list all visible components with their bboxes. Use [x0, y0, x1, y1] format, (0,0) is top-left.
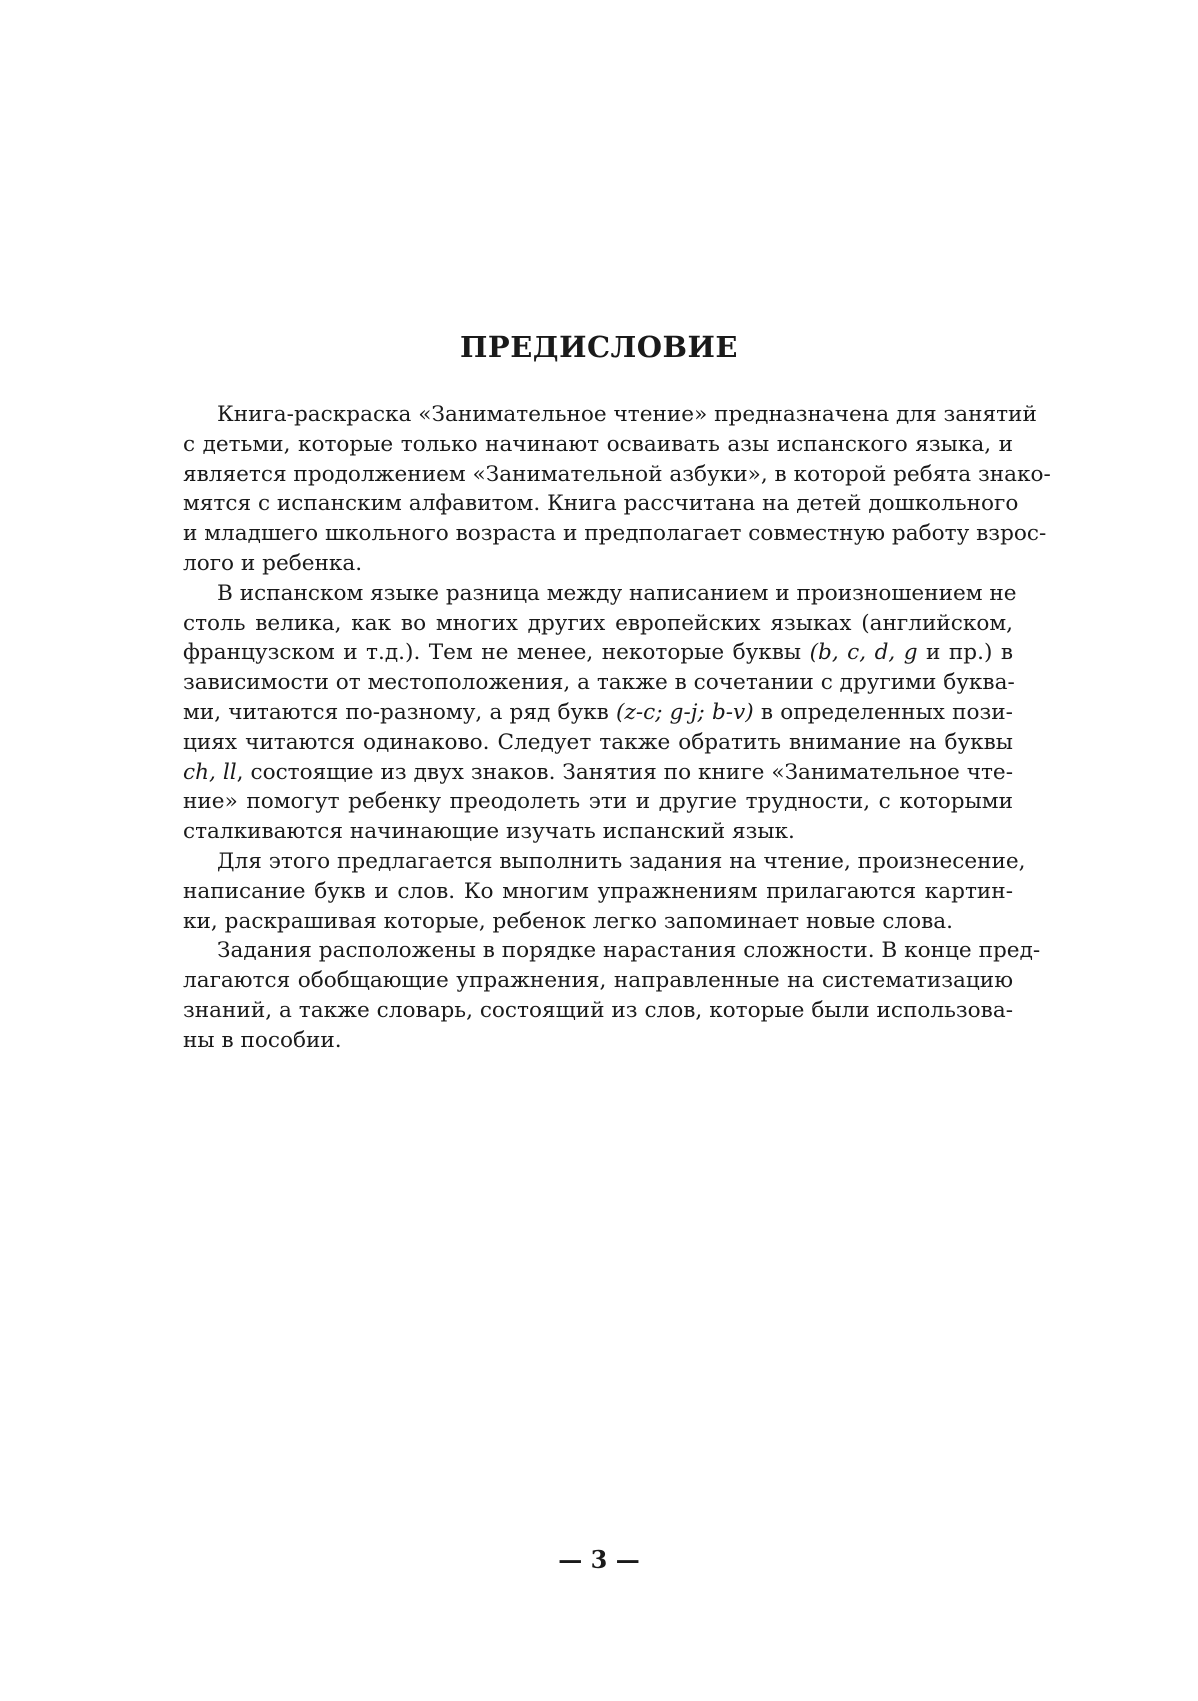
paragraph-line: лого и ребенка.: [183, 550, 363, 576]
paragraph-line: циях читаются одинаково. Следует также обратить внимание на буквы: [183, 729, 1013, 755]
paragraph-line: столь велика, как во многих других европейских языках (английском,: [183, 610, 1013, 636]
paragraph-line: [183, 698, 1013, 728]
paragraph-line: является продолжением «Занимательной азбуки», в которой ребята знако-: [183, 461, 1051, 487]
paragraph-line: В испанском языке разница между написанием и произношением не: [217, 580, 1017, 606]
page-title: ПРЕДИСЛОВИЕ: [460, 330, 738, 364]
text-run: французском и т.д.). Тем не менее, некоторые буквы: [183, 640, 802, 666]
paragraph-line: ны в пособии.: [183, 1027, 342, 1053]
paragraph-line: с детьми, которые только начинают осваивать азы испанского языка, и: [183, 431, 1013, 457]
paragraph-line: Задания расположены в порядке нарастания сложности. В конце пред-: [217, 938, 1041, 964]
paragraph-line: [183, 638, 1013, 668]
italic-letters: (z-c; g-j; b-v): [616, 699, 754, 725]
text-run: в определенных пози-: [760, 699, 1013, 725]
paragraph-line: мятся с испанским алфавитом. Книга рассчитана на детей дошкольного: [183, 491, 1019, 517]
paragraph-line: ки, раскрашивая которые, ребенок легко запоминает новые слова.: [183, 908, 954, 934]
paragraph-line: и младшего школьного возраста и предполагает совместную работу взрос-: [183, 521, 1047, 547]
paragraph-line: зависимости от местоположения, а также в сочетании с другими буква-: [183, 670, 1015, 696]
text-run: , состоящие из двух знаков. Занятия по книге «Занимательное чте-: [236, 759, 1014, 785]
paragraph-line: [183, 758, 1013, 788]
paragraph-line: Книга-раскраска «Занимательное чтение» предназначена для занятий: [217, 402, 1037, 427]
paragraph-line: лагаются обобщающие упражнения, направленные на систематизацию: [183, 968, 1013, 994]
preface-body: [183, 400, 1051, 1056]
text-run: и пр.) в: [926, 640, 1014, 666]
page-number: — 3 —: [558, 1545, 640, 1574]
paragraph-line: сталкиваются начинающие изучать испанский язык.: [183, 819, 795, 845]
paragraph-line: ние» помогут ребенку преодолеть эти и другие трудности, с которыми: [183, 789, 1013, 815]
italic-letters: ch, ll: [183, 759, 237, 785]
paragraph-line: написание букв и слов. Ко многим упражнениям прилагаются картин-: [183, 878, 1013, 904]
paragraph-line: Для этого предлагается выполнить задания на чтение, произнесение,: [217, 848, 1026, 874]
italic-letters: (b, c, d, g: [809, 640, 918, 666]
text-run: ми, читаются по-разному, а ряд букв: [183, 699, 609, 725]
paragraph-line: знаний, а также словарь, состоящий из слов, которые были использова-: [183, 997, 1013, 1023]
